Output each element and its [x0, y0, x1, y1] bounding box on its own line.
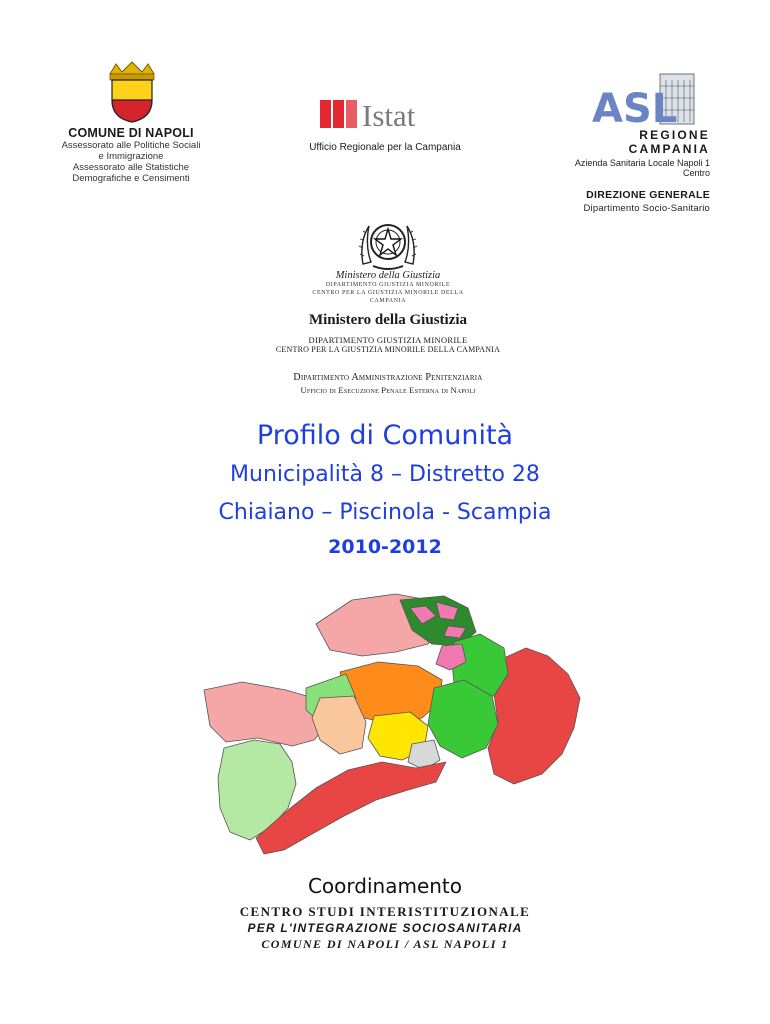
ministero-dipartimento: DIPARTIMENTO GIUSTIZIA MINORILE: [308, 335, 468, 345]
italian-republic-emblem-icon: [355, 212, 421, 274]
emblem-line-1: DIPARTIMENTO GIUSTIZIA MINORILE: [325, 282, 451, 288]
asl-logo: [590, 72, 700, 126]
istat-subtitle: Ufficio Regionale per la Campania: [309, 142, 461, 153]
emblem-script-title: Ministero della Giustizia: [335, 270, 441, 281]
asl-logo-text: ASL: [592, 86, 678, 126]
asl-azienda: Azienda Sanitaria Locale Napoli 1 Centro: [574, 158, 710, 178]
asl-direzione: DIREZIONE GENERALE: [586, 189, 710, 201]
istat-logo: [318, 96, 452, 132]
document-title: Profilo di Comunità: [256, 420, 514, 451]
comune-line-2: e Immigrazione: [98, 151, 164, 162]
napoli-municipalities-map: [196, 578, 582, 868]
ministero-centro: CENTRO PER LA GIUSTIZIA MINORILE DELLA CAMPANIA: [275, 345, 501, 354]
coordinamento-heading: Coordinamento: [307, 874, 463, 898]
asl-region: REGIONE CAMPANIA: [628, 128, 710, 156]
quartieri-title: Chiaiano – Piscinola - Scampia: [218, 500, 552, 525]
ministero-title: Ministero della Giustizia: [308, 312, 468, 328]
dap-block: [200, 372, 576, 395]
dap-subtitle: Ufficio di Esecuzione Penale Esterna di Napoli: [300, 385, 476, 395]
centro-studi: CENTRO STUDI INTERISTITUZIONALE: [239, 904, 531, 919]
municipalita-title: Municipalità 8 – Distretto 28: [230, 462, 540, 487]
comune-line-1: Assessorato alle Politiche Sociali: [61, 140, 201, 151]
istat-logo-text: Istat: [362, 98, 416, 132]
ministero-block: [220, 312, 556, 354]
comune-line-3: Assessorato alle Statistiche: [72, 162, 190, 173]
napoli-crest-icon: [100, 60, 164, 124]
emblem-line-2: CENTRO PER LA GIUSTIZIA MINORILE DELLA CAMPANIA: [312, 290, 464, 304]
comune-title: COMUNE DI NAPOLI: [68, 126, 194, 140]
map-region-beige: [312, 696, 366, 754]
dap-title: Dipartimento Amministrazione Penitenziaria: [293, 372, 483, 383]
asl-block: [570, 128, 710, 214]
emblem-caption: [300, 270, 476, 305]
comune-asl-line: COMUNE DI NAPOLI / ASL NAPOLI 1: [261, 937, 509, 951]
integrazione-sociosanitaria: PER L'INTEGRAZIONE SOCIOSANITARIA: [247, 921, 523, 935]
comune-line-4: Demografiche e Censimenti: [72, 173, 190, 184]
asl-dipartimento: Dipartimento Socio-Sanitario: [583, 203, 710, 214]
comune-napoli-block: [56, 126, 206, 184]
years-title: 2010-2012: [328, 536, 442, 558]
